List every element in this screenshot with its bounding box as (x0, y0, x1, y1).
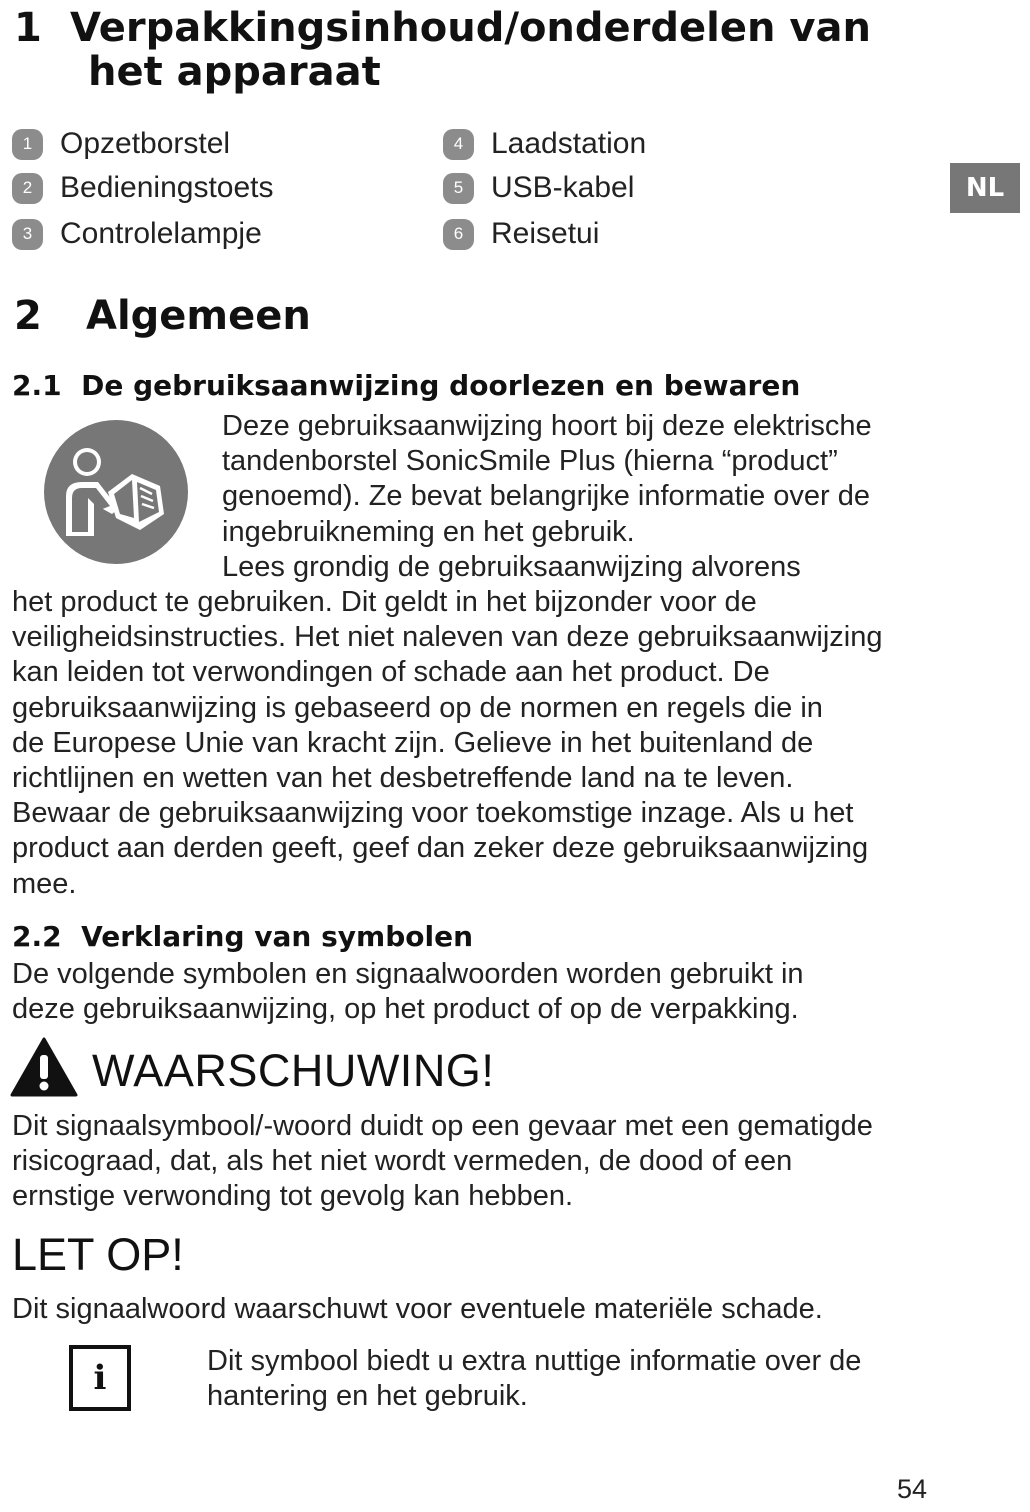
text-line: ingebruikneming en het gebruik. (222, 515, 635, 548)
warning-triangle-icon (10, 1036, 78, 1098)
text-line: gebruiksaanwijzing is gebaseerd op de normen en regels die in (12, 691, 823, 724)
text-line: kan leiden tot verwondingen of schade aan het product. De (12, 656, 770, 689)
language-tab: NL (950, 163, 1020, 213)
section-2-heading (14, 293, 311, 339)
section-title-continued: het apparaat (88, 49, 381, 95)
text-line: richtlijnen en wetten van het desbetreffende land na te leven. (12, 762, 794, 795)
parts-list-item (443, 217, 599, 251)
item-number-badge: 5 (443, 173, 474, 204)
warning-text (12, 1109, 873, 1215)
parts-list-item (443, 171, 634, 205)
item-number-badge: 1 (12, 129, 43, 160)
text-line: Dit signaalsymbool/-woord duidt op een gevaar met een gematigde (12, 1110, 873, 1142)
text-line: Dit symbool biedt u extra nuttige informatie over de (207, 1345, 862, 1377)
text-line: hantering en het gebruik. (207, 1380, 528, 1413)
info-icon-glyph: i (93, 1358, 107, 1398)
item-label: USB-kabel (491, 171, 635, 204)
page-number: 54 (897, 1474, 928, 1504)
text-line: Bewaar de gebruiksaanwijzing voor toekomstige inzage. Als u het (12, 797, 854, 830)
section-title: Verpakkingsinhoud/onderdelen van (70, 5, 871, 51)
text-line: de Europese Unie van kracht zijn. Gelieve in het buitenland de (12, 726, 814, 759)
text-line: product aan derden geeft, geef dan zeker deze gebruiksaanwijzing (12, 832, 869, 865)
subsection-2-2-heading: 2.2 Verklaring van symbolen (12, 920, 474, 953)
section-1-heading (14, 6, 871, 94)
parts-list-item (12, 171, 274, 205)
subsection-2-1-text (12, 585, 883, 902)
caution-title: LET OP! (12, 1229, 184, 1280)
subsection-2-1-heading: 2.1 De gebruiksaanwijzing doorlezen en bewaren (12, 369, 801, 402)
text-line: het product te gebruiken. Dit geldt in het bijzonder voor de (12, 586, 757, 618)
item-label: Laadstation (491, 127, 647, 160)
caution-text: Dit signaalwoord waarschuwt voor eventuele materiële schade. (12, 1293, 823, 1325)
item-label: Bedieningstoets (60, 171, 274, 204)
text-line: mee. (12, 867, 77, 900)
item-number-badge: 6 (443, 219, 474, 250)
text-line: Deze gebruiksaanwijzing hoort bij deze elektrische (222, 410, 872, 442)
text-line: tandenborstel SonicSmile Plus (hierna “product” (222, 445, 838, 478)
item-number-badge: 2 (12, 173, 43, 204)
text-line: Lees grondig de gebruiksaanwijzing alvorens (222, 550, 801, 583)
section-title: Algemeen (86, 293, 311, 339)
item-number-badge: 3 (12, 219, 43, 250)
parts-list-item (443, 127, 646, 161)
parts-list-item (12, 217, 262, 251)
subsection-2-2-text (12, 957, 804, 1027)
section-number: 2 (14, 293, 42, 339)
item-number-badge: 4 (443, 129, 474, 160)
text-line: De volgende symbolen en signaalwoorden worden gebruikt in (12, 958, 804, 990)
text-line: risicograad, dat, als het niet wordt vermeden, de dood of een (12, 1145, 793, 1178)
warning-title: WAARSCHUWING! (92, 1045, 495, 1096)
info-icon (69, 1345, 131, 1411)
text-line: ernstige verwonding tot gevolg kan hebben. (12, 1180, 574, 1213)
text-line: deze gebruiksaanwijzing, op het product of op de verpakking. (12, 993, 799, 1026)
text-line: genoemd). Ze bevat belangrijke informatie over de (222, 480, 871, 513)
parts-list-item (12, 127, 230, 161)
info-text (207, 1344, 861, 1414)
section-number: 1 (14, 5, 42, 51)
subsection-2-1-text-indented (222, 409, 872, 585)
item-label: Opzetborstel (60, 127, 231, 160)
read-manual-icon (42, 418, 190, 566)
item-label: Controlelampje (60, 217, 262, 250)
text-line: veiligheidsinstructies. Het niet naleven van deze gebruiksaanwijzing (12, 621, 883, 654)
item-label: Reisetui (491, 217, 600, 250)
